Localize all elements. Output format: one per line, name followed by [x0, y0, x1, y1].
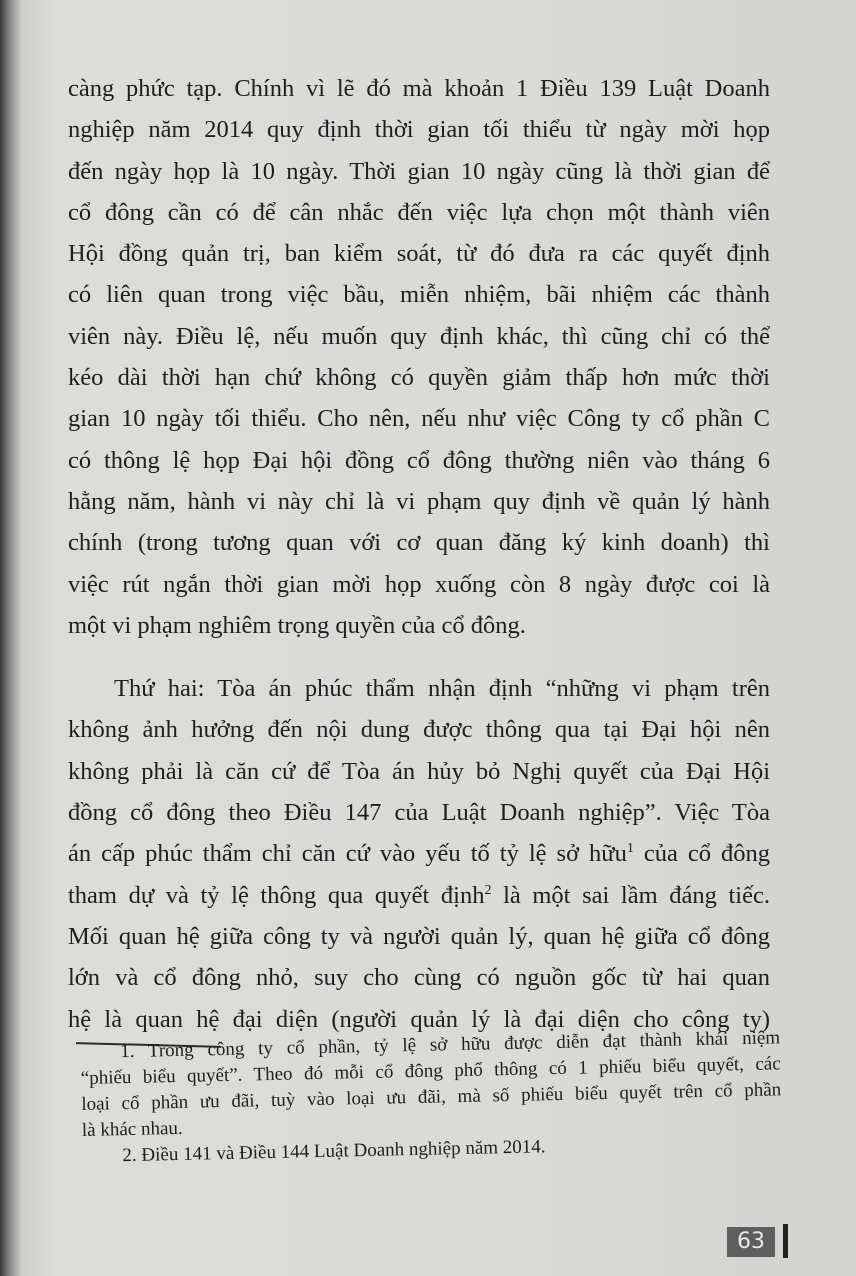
footnote-line: “phiếu biểu quyết”. Theo đó mỗi cổ đông phổ thông có 1 phiếu biểu quyết, các [80, 1053, 781, 1089]
footnote-ref-2: 2 [484, 882, 492, 898]
page-number-bar [783, 1224, 788, 1258]
footnote-line: 2. Điều 141 và Điều 144 Luật Doanh nghiệp năm 2014. [122, 1136, 546, 1167]
text-span: của cổ đông [633, 840, 770, 868]
text-line: Mối quan hệ giữa công ty và người quản lý, quan hệ giữa cổ đông [68, 922, 770, 950]
text-line: càng phức tạp. Chính vì lẽ đó mà khoản 1 Điều 139 Luật Doanh [68, 75, 770, 102]
text-line: chính (trong tương quan với cơ quan đăng ký kinh doanh) thì [68, 529, 770, 557]
text-line [68, 875, 770, 916]
text-line: có liên quan trong việc bầu, miễn nhiệm, bãi nhiệm các thành [68, 281, 770, 309]
paragraph-1 [68, 68, 770, 646]
text-span: tham dự và tỷ lệ thông qua quyết định [68, 881, 485, 909]
text-line: kéo dài thời hạn chứ không có quyền giảm thấp hơn mức thời [68, 364, 770, 392]
text-line: không phải là căn cứ để Tòa án hủy bỏ Nghị quyết của Đại Hội [68, 757, 770, 785]
footnote-line: loại cổ phần ưu đãi, tuỳ vào loại ưu đãi, mà số phiếu biểu quyết trên cổ phần [81, 1079, 782, 1115]
text-span: án cấp phúc thẩm chỉ căn cứ vào yếu tố tỷ lệ sở hữu [68, 840, 627, 868]
text-line: lớn và cổ đông nhỏ, suy cho cùng có nguồn gốc từ hai quan [68, 964, 770, 992]
page-number: 63 [727, 1227, 775, 1257]
text-line: gian 10 ngày tối thiểu. Cho nên, nếu như việc Công ty cổ phần C [68, 405, 770, 433]
text-line: viên này. Điều lệ, nếu muốn quy định khác, thì cũng chỉ có thể [68, 322, 770, 350]
text-line: Thứ hai: Tòa án phúc thẩm nhận định “những vi phạm trên [114, 675, 770, 703]
text-line: hệ là quan hệ đại diện (người quản lý là đại diện cho công ty) [68, 1005, 770, 1033]
book-page-body [68, 68, 770, 1040]
paragraph-2 [68, 668, 770, 1040]
text-span: là một sai lầm đáng tiếc. [491, 881, 770, 909]
text-line: nghiệp năm 2014 quy định thời gian tối thiểu từ ngày mời họp [68, 116, 770, 144]
footnote-line: là khác nhau. [81, 1117, 183, 1141]
text-line [68, 833, 770, 874]
text-line: đồng cổ đông theo Điều 147 của Luật Doanh nghiệp”. Việc Tòa [68, 799, 770, 827]
footnote-1 [80, 1025, 782, 1144]
text-line: cổ đông cần có để cân nhắc đến việc lựa chọn một thành viên [68, 198, 770, 226]
footnote-line: 1. Trong công ty cổ phần, tỷ lệ sở hữu được diễn đạt thành khái niệm [120, 1027, 781, 1063]
text-line: việc rút ngắn thời gian mời họp xuống còn 8 ngày được coi là [68, 570, 770, 598]
footnote-ref-1: 1 [626, 841, 634, 857]
text-line: hằng năm, hành vi này chỉ là vi phạm quy định về quản lý hành [68, 487, 770, 515]
text-line: đến ngày họp là 10 ngày. Thời gian 10 ngày cũng là thời gian để [68, 157, 770, 185]
text-line: một vi phạm nghiêm trọng quyền của cổ đông. [68, 611, 526, 639]
text-line: có thông lệ họp Đại hội đồng cổ đông thường niên vào tháng 6 [68, 446, 770, 474]
footnotes [80, 1025, 783, 1170]
text-line: không ảnh hưởng đến nội dung được thông qua tại Đại hội nên [68, 716, 770, 744]
text-line: Hội đồng quản trị, ban kiểm soát, từ đó đưa ra các quyết định [68, 240, 770, 268]
